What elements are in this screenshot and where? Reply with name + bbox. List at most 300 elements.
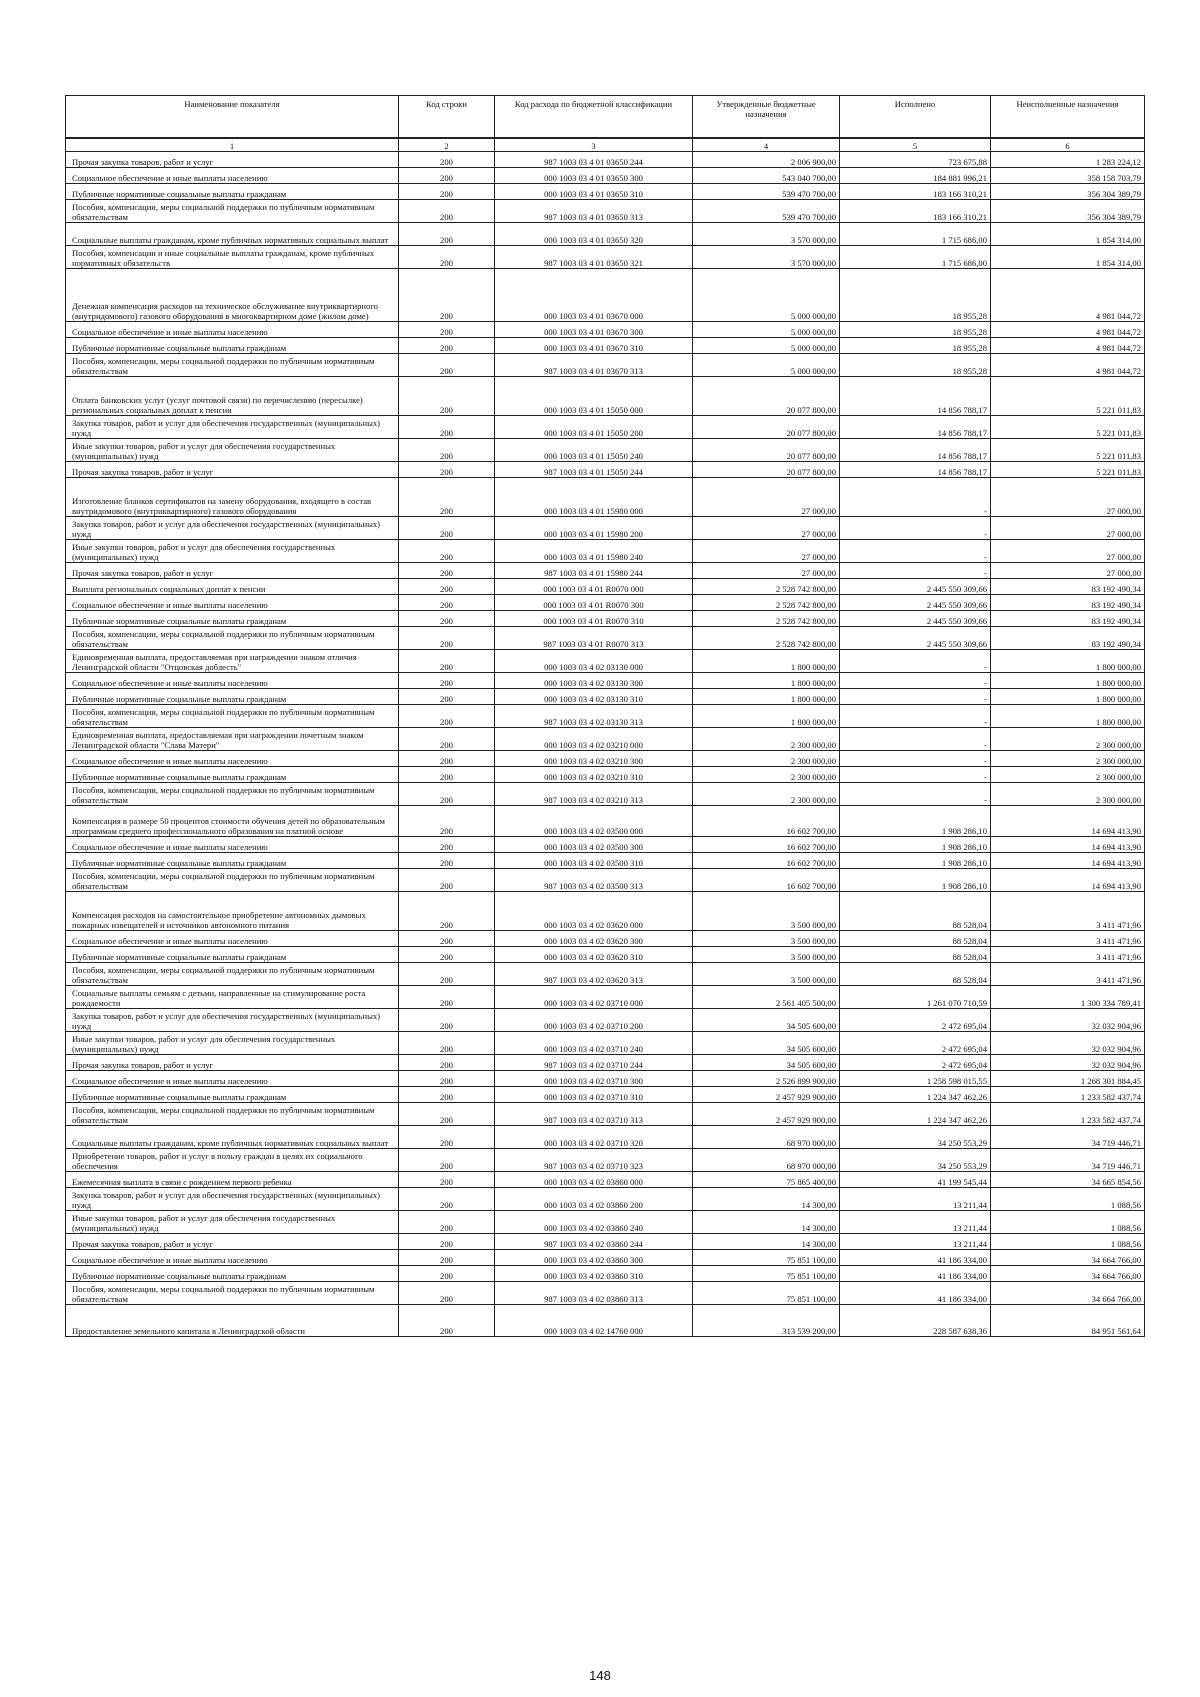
row-line-code: 200 <box>399 462 495 478</box>
row-unexecuted: 34 719 446,71 <box>991 1149 1145 1172</box>
table-row <box>66 579 1145 595</box>
column-number: 2 <box>399 138 495 152</box>
row-budget-classification: 987 1003 03 4 02 03710 244 <box>495 1055 693 1071</box>
row-executed: 41 186 334,00 <box>840 1250 991 1266</box>
row-unexecuted: 5 221 011,83 <box>991 439 1145 462</box>
row-approved: 3 500 000,00 <box>693 892 840 931</box>
header-name: Наименование показателя <box>66 96 399 139</box>
row-line-code: 200 <box>399 1172 495 1188</box>
row-budget-classification: 000 1003 03 4 02 03620 310 <box>495 947 693 963</box>
row-executed: - <box>840 689 991 705</box>
row-line-code: 200 <box>399 377 495 416</box>
row-line-code: 200 <box>399 1282 495 1305</box>
row-approved: 14 300,00 <box>693 1211 840 1234</box>
table-row <box>66 947 1145 963</box>
row-line-code: 200 <box>399 563 495 579</box>
row-budget-classification: 000 1003 03 4 01 03650 320 <box>495 223 693 246</box>
row-unexecuted: 34 664 766,00 <box>991 1250 1145 1266</box>
row-line-code: 200 <box>399 595 495 611</box>
row-budget-classification: 000 1003 03 4 02 03860 200 <box>495 1188 693 1211</box>
row-name: Прочая закупка товаров, работ и услуг <box>66 1055 399 1071</box>
row-name: Пособия, компенсации, меры социальной поддержки по публичным нормативным обязательствам <box>66 627 399 650</box>
row-approved: 5 000 000,00 <box>693 354 840 377</box>
row-executed: 14 856 788,17 <box>840 416 991 439</box>
row-unexecuted: 1 800 000,00 <box>991 673 1145 689</box>
row-executed: 2 445 550 309,66 <box>840 611 991 627</box>
table-row <box>66 1211 1145 1234</box>
table-row <box>66 184 1145 200</box>
row-executed: 13 211,44 <box>840 1188 991 1211</box>
row-budget-classification: 000 1003 03 4 02 03710 240 <box>495 1032 693 1055</box>
row-name: Изготовление бланков сертификатов на замену оборудования, входящего в состав внутридомового (внутриквартирного) газового оборудования <box>66 478 399 517</box>
row-line-code: 200 <box>399 650 495 673</box>
row-executed: - <box>840 517 991 540</box>
row-budget-classification: 987 1003 03 4 02 03620 313 <box>495 963 693 986</box>
row-name: Социальные выплаты гражданам, кроме публичных нормативных социальных выплат <box>66 1126 399 1149</box>
row-executed: - <box>840 650 991 673</box>
table-row <box>66 1188 1145 1211</box>
row-executed: - <box>840 783 991 806</box>
table-row <box>66 354 1145 377</box>
row-budget-classification: 000 1003 03 4 01 R0070 000 <box>495 579 693 595</box>
row-unexecuted: 4 981 044,72 <box>991 354 1145 377</box>
row-executed: 2 445 550 309,66 <box>840 595 991 611</box>
row-approved: 2 300 000,00 <box>693 751 840 767</box>
row-executed: 18 955,28 <box>840 322 991 338</box>
row-approved: 1 800 000,00 <box>693 689 840 705</box>
row-unexecuted: 1 088,56 <box>991 1188 1145 1211</box>
row-line-code: 200 <box>399 1266 495 1282</box>
row-name: Пособия, компенсации и иные социальные выплаты гражданам, кроме публичных нормативных обязательств <box>66 246 399 269</box>
row-approved: 34 505 600,00 <box>693 1009 840 1032</box>
row-unexecuted: 2 300 000,00 <box>991 783 1145 806</box>
row-unexecuted: 34 664 766,00 <box>991 1282 1145 1305</box>
row-executed: 184 881 996,21 <box>840 168 991 184</box>
header-budget-classification: Код расхода по бюджетной классификации <box>495 96 693 139</box>
row-executed: 18 955,28 <box>840 354 991 377</box>
row-executed: 13 211,44 <box>840 1234 991 1250</box>
table-row <box>66 1282 1145 1305</box>
row-budget-classification: 000 1003 03 4 01 R0070 310 <box>495 611 693 627</box>
row-line-code: 200 <box>399 689 495 705</box>
row-executed: 14 856 788,17 <box>840 377 991 416</box>
row-name: Закупка товаров, работ и услуг для обеспечения государственных (муниципальных) нужд <box>66 1009 399 1032</box>
row-line-code: 200 <box>399 184 495 200</box>
row-name: Социальное обеспечение и иные выплаты населению <box>66 595 399 611</box>
row-name: Компенсация расходов на самостоятельное приобретение автономных дымовых пожарных извещателей и источников автономного питания <box>66 892 399 931</box>
row-name: Приобретение товаров, работ и услуг в пользу граждан в целях их социального обеспечения <box>66 1149 399 1172</box>
row-line-code: 200 <box>399 223 495 246</box>
row-budget-classification: 000 1003 03 4 02 03710 000 <box>495 986 693 1009</box>
row-budget-classification: 000 1003 03 4 01 15980 200 <box>495 517 693 540</box>
row-unexecuted: 83 192 490,34 <box>991 579 1145 595</box>
row-unexecuted: 1 800 000,00 <box>991 650 1145 673</box>
table-row <box>66 152 1145 168</box>
row-budget-classification: 000 1003 03 4 02 03710 320 <box>495 1126 693 1149</box>
row-executed: 1 908 286,10 <box>840 837 991 853</box>
row-approved: 2 300 000,00 <box>693 783 840 806</box>
row-unexecuted: 14 694 413,90 <box>991 853 1145 869</box>
table-row <box>66 540 1145 563</box>
row-approved: 3 500 000,00 <box>693 963 840 986</box>
table-row <box>66 1055 1145 1071</box>
row-approved: 1 800 000,00 <box>693 650 840 673</box>
table-row <box>66 892 1145 931</box>
column-number: 1 <box>66 138 399 152</box>
table-row <box>66 963 1145 986</box>
row-budget-classification: 000 1003 03 4 01 15050 240 <box>495 439 693 462</box>
row-budget-classification: 000 1003 03 4 02 03210 000 <box>495 728 693 751</box>
row-name: Компенсация в размере 50 процентов стоимости обучения детей по образовательным программам среднего профессионального образования на платной основе <box>66 806 399 837</box>
row-budget-classification: 000 1003 03 4 02 03130 000 <box>495 650 693 673</box>
row-line-code: 200 <box>399 931 495 947</box>
row-name: Социальное обеспечение и иные выплаты населению <box>66 837 399 853</box>
row-line-code: 200 <box>399 767 495 783</box>
row-unexecuted: 83 192 490,34 <box>991 595 1145 611</box>
row-approved: 16 602 700,00 <box>693 853 840 869</box>
row-approved: 539 470 700,00 <box>693 184 840 200</box>
row-executed: 183 166 310,21 <box>840 200 991 223</box>
row-executed: 2 472 695,04 <box>840 1055 991 1071</box>
row-budget-classification: 000 1003 03 4 02 03710 200 <box>495 1009 693 1032</box>
row-budget-classification: 987 1003 03 4 02 03130 313 <box>495 705 693 728</box>
row-name: Пособия, компенсации, меры социальной поддержки по публичным нормативным обязательствам <box>66 963 399 986</box>
row-executed: 2 472 695,04 <box>840 1009 991 1032</box>
row-approved: 16 602 700,00 <box>693 806 840 837</box>
row-name: Прочая закупка товаров, работ и услуг <box>66 462 399 478</box>
row-unexecuted: 4 981 044,72 <box>991 322 1145 338</box>
row-budget-classification: 987 1003 03 4 01 R0070 313 <box>495 627 693 650</box>
row-executed: 34 250 553,29 <box>840 1149 991 1172</box>
row-approved: 75 851 100,00 <box>693 1266 840 1282</box>
row-unexecuted: 358 158 703,79 <box>991 168 1145 184</box>
row-unexecuted: 1 268 301 884,45 <box>991 1071 1145 1087</box>
table-row <box>66 767 1145 783</box>
row-budget-classification: 000 1003 03 4 02 03210 310 <box>495 767 693 783</box>
row-line-code: 200 <box>399 1305 495 1337</box>
row-approved: 20 077 800,00 <box>693 462 840 478</box>
row-budget-classification: 000 1003 03 4 01 03650 310 <box>495 184 693 200</box>
row-executed: 1 908 286,10 <box>840 869 991 892</box>
row-unexecuted: 1 800 000,00 <box>991 705 1145 728</box>
row-name: Публичные нормативные социальные выплаты гражданам <box>66 611 399 627</box>
row-budget-classification: 000 1003 03 4 01 15050 200 <box>495 416 693 439</box>
row-unexecuted: 34 665 854,56 <box>991 1172 1145 1188</box>
row-unexecuted: 5 221 011,83 <box>991 462 1145 478</box>
row-approved: 2 528 742 800,00 <box>693 579 840 595</box>
table-row <box>66 1234 1145 1250</box>
row-executed: - <box>840 767 991 783</box>
row-budget-classification: 987 1003 03 4 02 03710 323 <box>495 1149 693 1172</box>
row-budget-classification: 000 1003 03 4 02 03210 300 <box>495 751 693 767</box>
row-approved: 20 077 800,00 <box>693 439 840 462</box>
column-number: 5 <box>840 138 991 152</box>
table-row <box>66 322 1145 338</box>
row-executed: 1 261 070 710,59 <box>840 986 991 1009</box>
row-unexecuted: 32 032 904,96 <box>991 1009 1145 1032</box>
row-executed: 88 528,04 <box>840 931 991 947</box>
row-name: Социальное обеспечение и иные выплаты населению <box>66 931 399 947</box>
row-approved: 34 505 600,00 <box>693 1055 840 1071</box>
header-approved: Утвержденные бюджетные назначения <box>693 96 840 139</box>
row-executed: 14 856 788,17 <box>840 439 991 462</box>
row-name: Публичные нормативные социальные выплаты гражданам <box>66 947 399 963</box>
row-line-code: 200 <box>399 517 495 540</box>
row-approved: 5 000 000,00 <box>693 338 840 354</box>
row-unexecuted: 83 192 490,34 <box>991 627 1145 650</box>
table-row <box>66 783 1145 806</box>
row-name: Пособия, компенсации, меры социальной поддержки по публичным нормативным обязательствам <box>66 1103 399 1126</box>
row-budget-classification: 000 1003 03 4 01 03670 000 <box>495 269 693 322</box>
table-row <box>66 269 1145 322</box>
row-approved: 3 570 000,00 <box>693 223 840 246</box>
row-budget-classification: 987 1003 03 4 01 15980 244 <box>495 563 693 579</box>
row-name: Ежемесячная выплата в связи с рождением первого ребенка <box>66 1172 399 1188</box>
row-executed: 88 528,04 <box>840 963 991 986</box>
row-budget-classification: 000 1003 03 4 02 03860 310 <box>495 1266 693 1282</box>
row-approved: 68 970 000,00 <box>693 1149 840 1172</box>
row-approved: 5 000 000,00 <box>693 322 840 338</box>
row-executed: 1 908 286,10 <box>840 806 991 837</box>
row-unexecuted: 27 000,00 <box>991 540 1145 563</box>
row-budget-classification: 987 1003 03 4 01 03650 321 <box>495 246 693 269</box>
row-executed: 88 528,04 <box>840 947 991 963</box>
row-approved: 75 865 400,00 <box>693 1172 840 1188</box>
row-name: Социальное обеспечение и иные выплаты населению <box>66 673 399 689</box>
row-approved: 5 000 000,00 <box>693 269 840 322</box>
row-approved: 75 851 100,00 <box>693 1282 840 1305</box>
row-line-code: 200 <box>399 152 495 168</box>
row-name: Денежная компенсация расходов на техническое обслуживание внутриквартирного (внутридомового) газового оборудования в многоквартирном доме (жилом доме) <box>66 269 399 322</box>
row-approved: 2 526 899 900,00 <box>693 1071 840 1087</box>
row-line-code: 200 <box>399 1211 495 1234</box>
row-approved: 27 000,00 <box>693 563 840 579</box>
row-unexecuted: 2 300 000,00 <box>991 751 1145 767</box>
row-unexecuted: 34 664 766,00 <box>991 1266 1145 1282</box>
row-unexecuted: 4 981 044,72 <box>991 269 1145 322</box>
row-line-code: 200 <box>399 986 495 1009</box>
row-budget-classification: 987 1003 03 4 02 03860 313 <box>495 1282 693 1305</box>
row-unexecuted: 14 694 413,90 <box>991 806 1145 837</box>
row-unexecuted: 1 854 314,00 <box>991 246 1145 269</box>
row-unexecuted: 27 000,00 <box>991 563 1145 579</box>
row-name: Публичные нормативные социальные выплаты гражданам <box>66 1087 399 1103</box>
table-row <box>66 1172 1145 1188</box>
table-row <box>66 1126 1145 1149</box>
row-line-code: 200 <box>399 627 495 650</box>
header-unexecuted: Неисполненные назначения <box>991 96 1145 139</box>
table-row <box>66 246 1145 269</box>
table-row <box>66 689 1145 705</box>
row-executed: 1 224 347 462,26 <box>840 1103 991 1126</box>
row-unexecuted: 32 032 904,96 <box>991 1032 1145 1055</box>
row-name: Социальное обеспечение и иные выплаты населению <box>66 322 399 338</box>
row-name: Публичные нормативные социальные выплаты гражданам <box>66 338 399 354</box>
row-budget-classification: 000 1003 03 4 02 03500 310 <box>495 853 693 869</box>
row-executed: - <box>840 478 991 517</box>
row-executed: - <box>840 728 991 751</box>
row-name: Публичные нормативные социальные выплаты гражданам <box>66 853 399 869</box>
row-line-code: 200 <box>399 478 495 517</box>
page-number: 148 <box>589 1668 611 1683</box>
row-unexecuted: 32 032 904,96 <box>991 1055 1145 1071</box>
header-line-code: Код строки <box>399 96 495 139</box>
row-approved: 543 040 700,00 <box>693 168 840 184</box>
row-line-code: 200 <box>399 673 495 689</box>
row-executed: 34 250 553,29 <box>840 1126 991 1149</box>
row-unexecuted: 1 854 314,00 <box>991 223 1145 246</box>
row-unexecuted: 2 300 000,00 <box>991 728 1145 751</box>
table-row <box>66 931 1145 947</box>
row-budget-classification: 987 1003 03 4 02 03710 313 <box>495 1103 693 1126</box>
row-name: Социальное обеспечение и иные выплаты населению <box>66 1071 399 1087</box>
row-executed: 1 715 686,00 <box>840 223 991 246</box>
row-budget-classification: 000 1003 03 4 02 03620 300 <box>495 931 693 947</box>
table-row <box>66 1071 1145 1087</box>
row-line-code: 200 <box>399 200 495 223</box>
table-row <box>66 1032 1145 1055</box>
row-line-code: 200 <box>399 1149 495 1172</box>
header-executed: Исполнено <box>840 96 991 139</box>
row-line-code: 200 <box>399 540 495 563</box>
row-budget-classification: 000 1003 03 4 02 03130 300 <box>495 673 693 689</box>
row-budget-classification: 000 1003 03 4 02 03130 310 <box>495 689 693 705</box>
row-line-code: 200 <box>399 1087 495 1103</box>
table-row <box>66 595 1145 611</box>
row-executed: - <box>840 751 991 767</box>
row-approved: 27 000,00 <box>693 540 840 563</box>
row-line-code: 200 <box>399 837 495 853</box>
table-row <box>66 751 1145 767</box>
row-unexecuted: 34 719 446,71 <box>991 1126 1145 1149</box>
row-budget-classification: 000 1003 03 4 01 03670 300 <box>495 322 693 338</box>
row-unexecuted: 2 300 000,00 <box>991 767 1145 783</box>
row-name: Выплата региональных социальных доплат к пенсии <box>66 579 399 595</box>
row-approved: 3 570 000,00 <box>693 246 840 269</box>
row-budget-classification: 000 1003 03 4 01 03650 300 <box>495 168 693 184</box>
row-line-code: 200 <box>399 728 495 751</box>
row-unexecuted: 5 221 011,83 <box>991 416 1145 439</box>
row-name: Единовременная выплата, предоставляемая при награждении почетным знаком Ленинградской области "Слава Матери" <box>66 728 399 751</box>
row-approved: 2 457 929 900,00 <box>693 1103 840 1126</box>
row-executed: 723 675,88 <box>840 152 991 168</box>
row-name: Иные закупки товаров, работ и услуг для обеспечения государственных (муниципальных) нужд <box>66 540 399 563</box>
row-name: Социальные выплаты гражданам, кроме публичных нормативных социальных выплат <box>66 223 399 246</box>
table-row <box>66 338 1145 354</box>
row-executed: 1 715 686,00 <box>840 246 991 269</box>
row-executed: 1 224 347 462,26 <box>840 1087 991 1103</box>
row-line-code: 200 <box>399 751 495 767</box>
row-budget-classification: 000 1003 03 4 02 03620 000 <box>495 892 693 931</box>
row-line-code: 200 <box>399 963 495 986</box>
row-approved: 20 077 800,00 <box>693 377 840 416</box>
table-row <box>66 1305 1145 1337</box>
table-row <box>66 869 1145 892</box>
row-budget-classification: 000 1003 03 4 02 03710 310 <box>495 1087 693 1103</box>
row-unexecuted: 3 411 471,96 <box>991 931 1145 947</box>
row-approved: 3 500 000,00 <box>693 931 840 947</box>
row-name: Пособия, компенсации, меры социальной поддержки по публичным нормативным обязательствам <box>66 200 399 223</box>
row-executed: 1 908 286,10 <box>840 853 991 869</box>
row-executed: 88 528,04 <box>840 892 991 931</box>
row-approved: 2 561 405 500,00 <box>693 986 840 1009</box>
row-budget-classification: 987 1003 03 4 02 03500 313 <box>495 869 693 892</box>
row-budget-classification: 000 1003 03 4 02 03710 300 <box>495 1071 693 1087</box>
column-number: 6 <box>991 138 1145 152</box>
row-name: Пособия, компенсации, меры социальной поддержки по публичным нормативным обязательствам <box>66 705 399 728</box>
row-line-code: 200 <box>399 322 495 338</box>
table-row <box>66 611 1145 627</box>
table-row <box>66 439 1145 462</box>
row-budget-classification: 000 1003 03 4 01 15980 240 <box>495 540 693 563</box>
header-row <box>66 96 1145 139</box>
row-approved: 2 006 900,00 <box>693 152 840 168</box>
row-unexecuted: 1 233 582 437,74 <box>991 1103 1145 1126</box>
row-budget-classification: 000 1003 03 4 01 R0070 300 <box>495 595 693 611</box>
row-executed: 2 472 695,04 <box>840 1032 991 1055</box>
row-unexecuted: 1 800 000,00 <box>991 689 1145 705</box>
row-approved: 2 300 000,00 <box>693 767 840 783</box>
table-row <box>66 168 1145 184</box>
row-unexecuted: 1 283 224,12 <box>991 152 1145 168</box>
row-approved: 1 800 000,00 <box>693 673 840 689</box>
table-body <box>66 152 1145 1337</box>
row-executed: - <box>840 673 991 689</box>
row-line-code: 200 <box>399 806 495 837</box>
row-executed: - <box>840 540 991 563</box>
row-executed: - <box>840 705 991 728</box>
row-budget-classification: 000 1003 03 4 02 03860 240 <box>495 1211 693 1234</box>
row-approved: 1 800 000,00 <box>693 705 840 728</box>
row-approved: 16 602 700,00 <box>693 837 840 853</box>
row-approved: 27 000,00 <box>693 517 840 540</box>
row-line-code: 200 <box>399 705 495 728</box>
row-budget-classification: 987 1003 03 4 01 03650 313 <box>495 200 693 223</box>
row-budget-classification: 987 1003 03 4 02 03860 244 <box>495 1234 693 1250</box>
table-row <box>66 563 1145 579</box>
row-budget-classification: 000 1003 03 4 02 03860 000 <box>495 1172 693 1188</box>
row-line-code: 200 <box>399 246 495 269</box>
row-approved: 27 000,00 <box>693 478 840 517</box>
row-executed: 13 211,44 <box>840 1211 991 1234</box>
row-budget-classification: 000 1003 03 4 01 15980 000 <box>495 478 693 517</box>
row-unexecuted: 84 951 561,64 <box>991 1305 1145 1337</box>
row-name: Публичные нормативные социальные выплаты гражданам <box>66 1266 399 1282</box>
row-name: Прочая закупка товаров, работ и услуг <box>66 152 399 168</box>
column-number: 3 <box>495 138 693 152</box>
row-line-code: 200 <box>399 869 495 892</box>
row-name: Пособия, компенсации, меры социальной поддержки по публичным нормативным обязательствам <box>66 1282 399 1305</box>
row-approved: 14 300,00 <box>693 1234 840 1250</box>
row-budget-classification: 000 1003 03 4 02 14760 000 <box>495 1305 693 1337</box>
row-approved: 2 457 929 900,00 <box>693 1087 840 1103</box>
row-executed: - <box>840 563 991 579</box>
row-line-code: 200 <box>399 1055 495 1071</box>
row-executed: 2 445 550 309,66 <box>840 579 991 595</box>
row-name: Предоставление земельного капитала в Ленинградской области <box>66 1305 399 1337</box>
row-name: Социальное обеспечение и иные выплаты населению <box>66 751 399 767</box>
row-unexecuted: 14 694 413,90 <box>991 869 1145 892</box>
row-unexecuted: 5 221 011,83 <box>991 377 1145 416</box>
row-name: Публичные нормативные социальные выплаты гражданам <box>66 184 399 200</box>
row-name: Единовременная выплата, предоставляемая при награждении знаком отличия Ленинградской области "Отцовская доблесть" <box>66 650 399 673</box>
row-line-code: 200 <box>399 354 495 377</box>
row-approved: 2 528 742 800,00 <box>693 627 840 650</box>
row-unexecuted: 3 411 471,96 <box>991 892 1145 931</box>
row-approved: 20 077 800,00 <box>693 416 840 439</box>
row-line-code: 200 <box>399 1071 495 1087</box>
row-unexecuted: 4 981 044,72 <box>991 338 1145 354</box>
